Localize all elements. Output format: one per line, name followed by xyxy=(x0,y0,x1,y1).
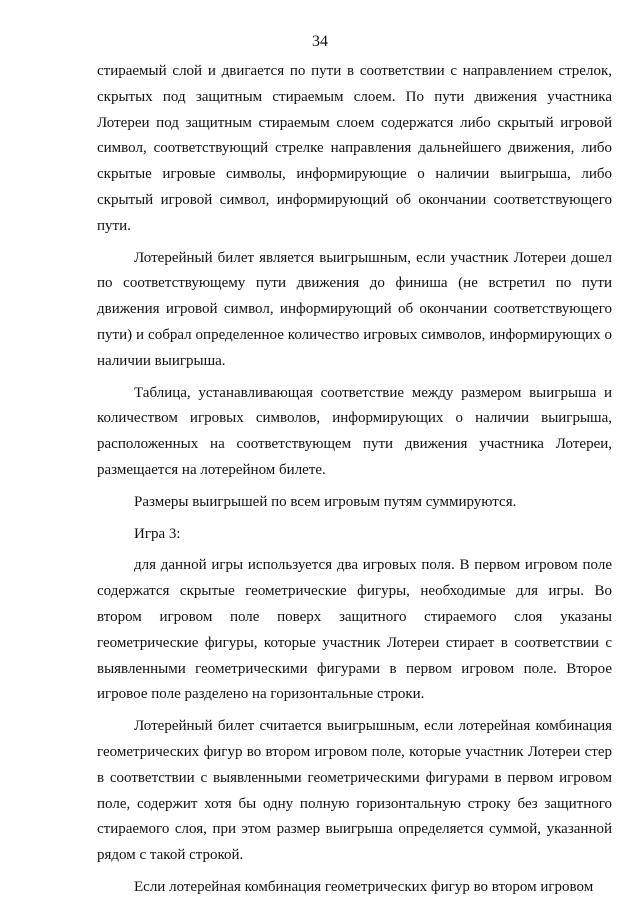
paragraph-2: Лотерейный билет является выигрышным, если участник Лотереи дошел по соответствующему пути движения до финиша (не встретил по пути движения игровой символ, информирующий об окончании соответствующего пути) и собрал определенное количество игровых символов, информирующих о наличии выигрыша. xyxy=(97,249,612,369)
document-body xyxy=(97,59,612,901)
paragraph-7: Лотерейный билет считается выигрышным, если лотерейная комбинация геометрических фигур во втором игровом поле, которые участник Лотереи стер в соответствии с выявленными геометрическими фигурами в первом игровом поле, содержит хотя бы одну полную горизонтальную строку без защитного стираемого слоя, при этом размер выигрыша определяется суммой, указанной рядом с такой строкой. xyxy=(97,718,612,864)
paragraph-3: Таблица, устанавливающая соответствие между размером выигрыша и количеством игровых символов, информирующих о наличии выигрыша, расположенных на соответствующем пути движения участника Лотереи, размещается на лотерейном билете. xyxy=(97,384,612,478)
paragraph-1: стираемый слой и двигается по пути в соответствии с направлением стрелок, скрытых под защитным стираемым слоем. По пути движения участника Лотереи под защитным стираемым слоем содержатся либо скрытый игровой символ, соответствующий стрелке направления дальнейшего движения, либо скрытые игровые символы, информирующие о наличии выигрыша, либо скрытый игровой символ, информирующий об окончании соответствующего пути. xyxy=(97,63,612,234)
paragraph-6: для данной игры используется два игровых поля. В первом игровом поле содержатся скрытые геометрические фигуры, необходимые для игры. Во втором игровом поле поверх защитного стираемого слоя указаны геометрические фигуры, которые участник Лотереи стирает в соответствии с выявленными геометрическими фигурами в первом игровом поле. Второе игровое поле разделено на горизонтальные строки. xyxy=(97,557,612,703)
paragraph-4: Размеры выигрышей по всем игровым путям суммируются. xyxy=(134,493,517,510)
paragraph-5-game-heading: Игра 3: xyxy=(134,525,181,542)
paragraph-8: Если лотерейная комбинация геометрических фигур во втором игровом xyxy=(134,878,594,895)
page-number: 34 xyxy=(312,33,328,50)
